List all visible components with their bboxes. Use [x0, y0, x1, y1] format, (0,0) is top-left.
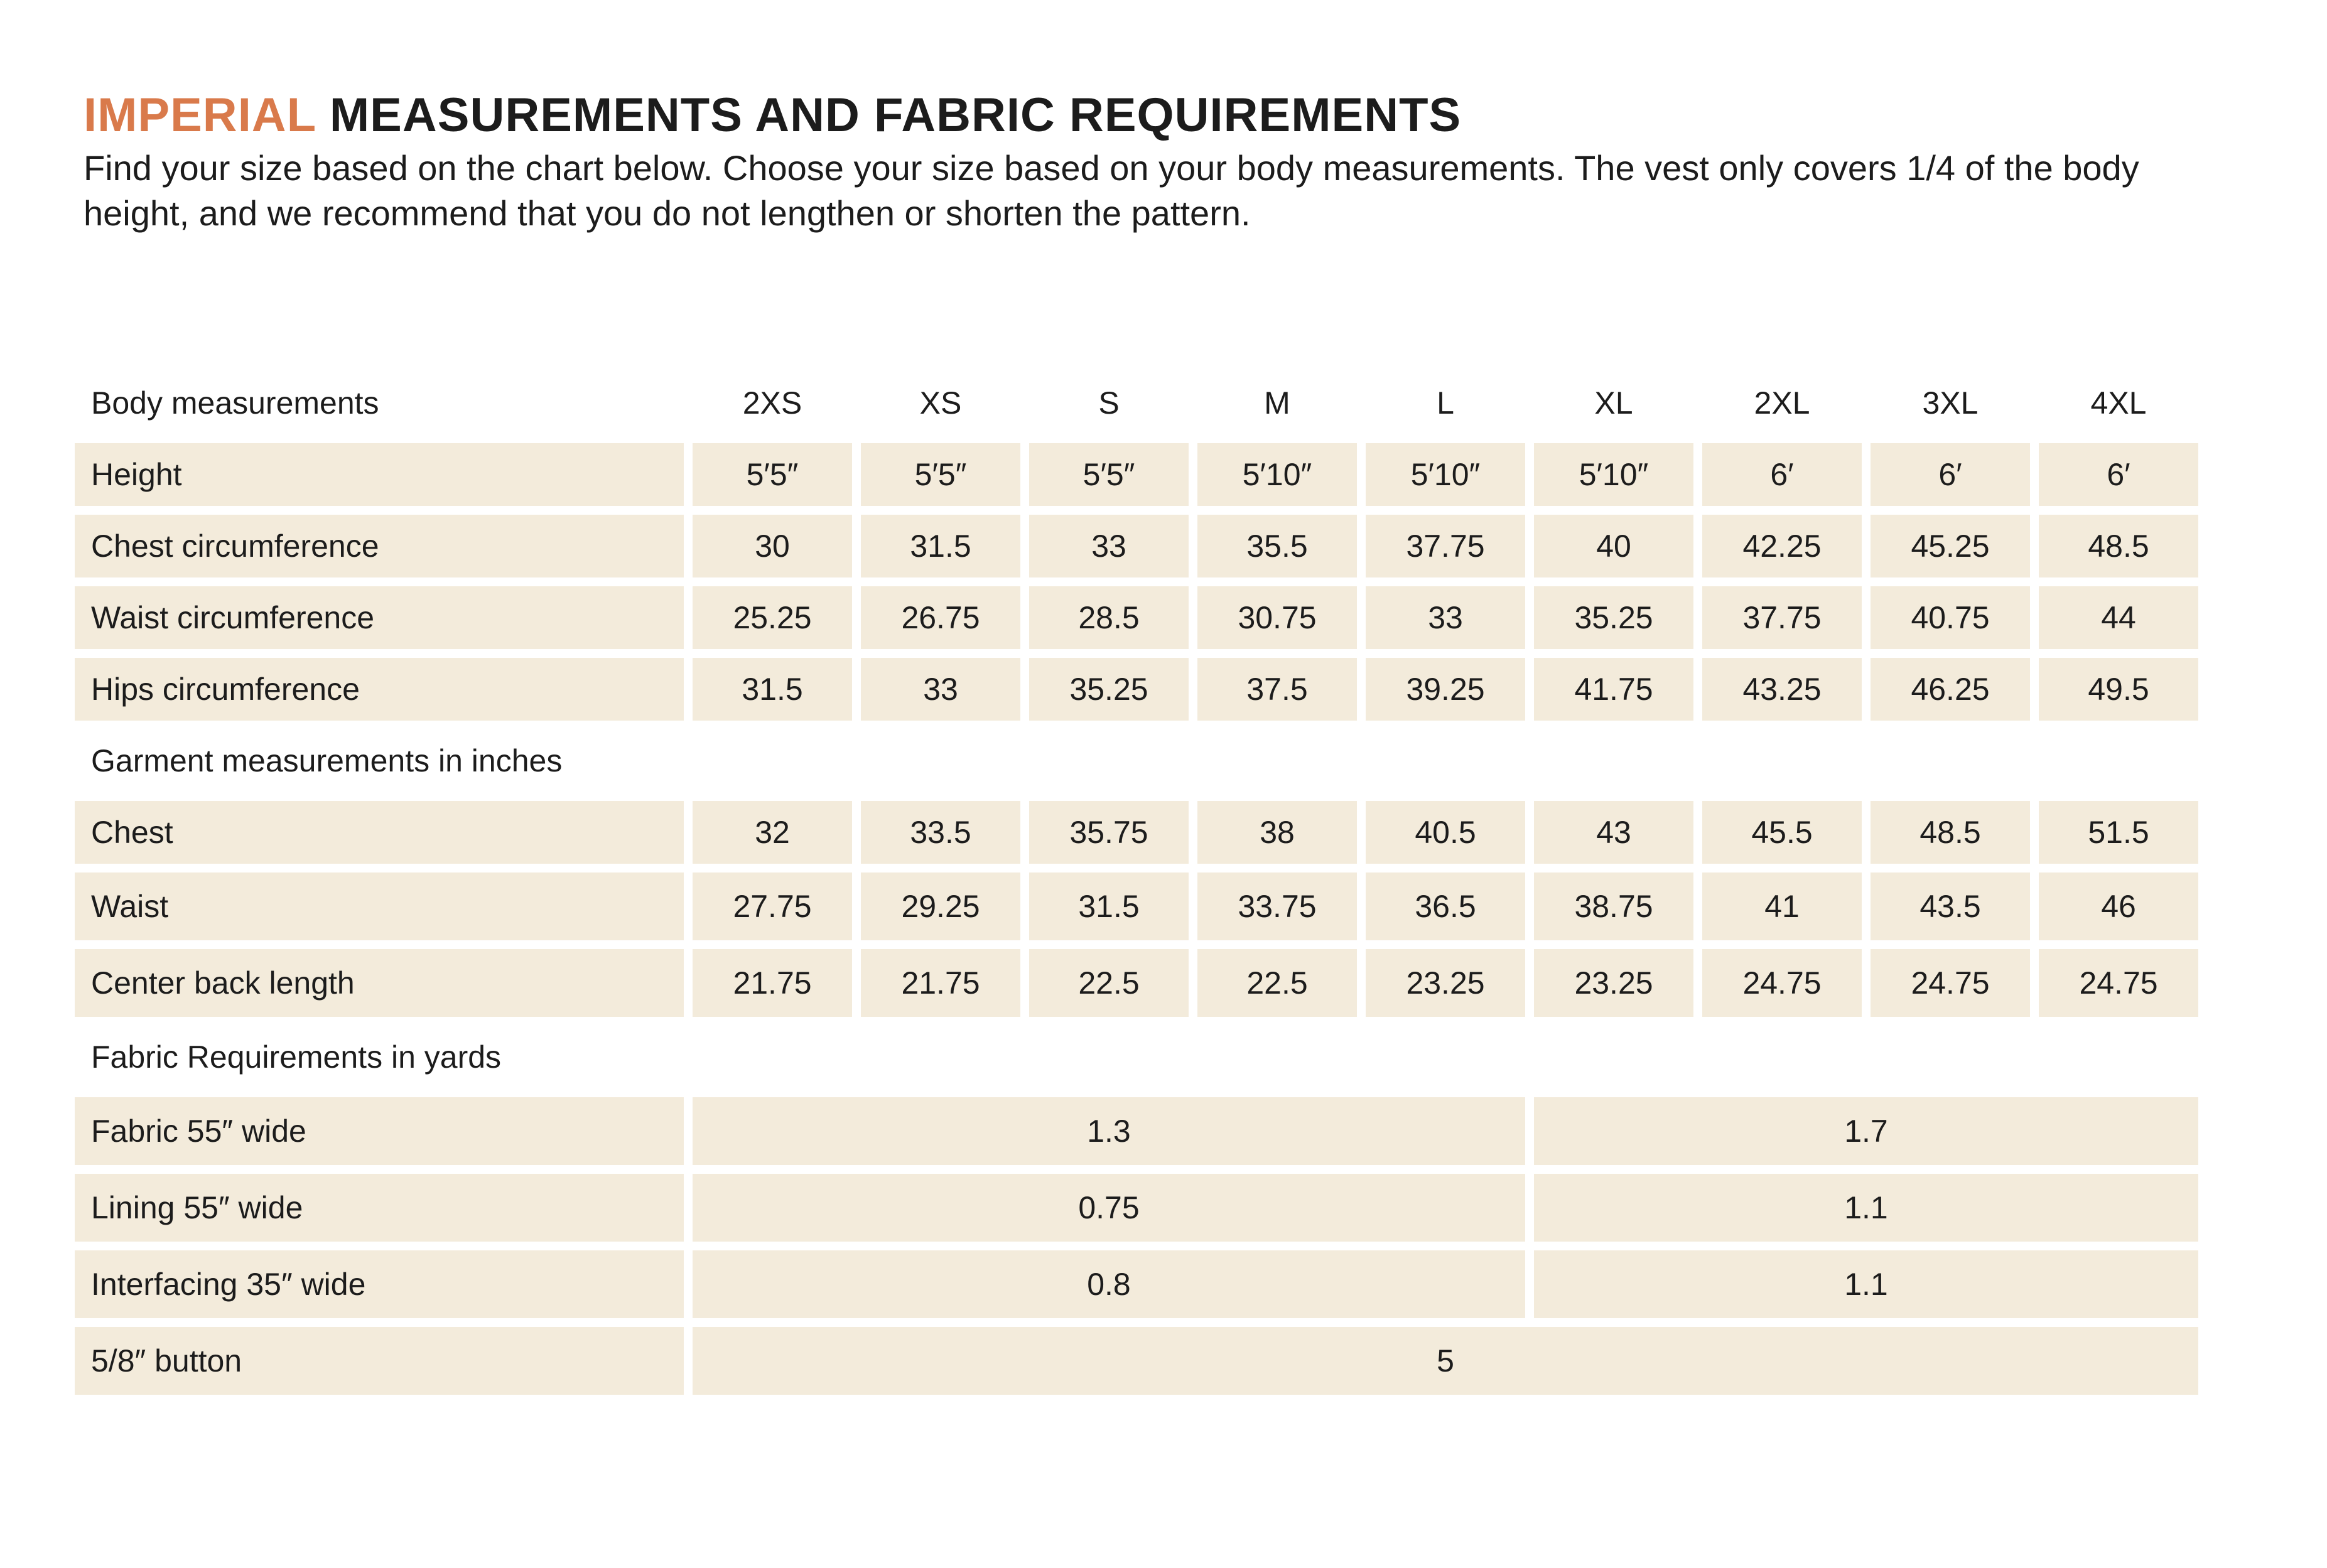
- size-header: 2XS: [742, 385, 802, 421]
- table-cell: 38: [1197, 801, 1357, 864]
- table-cell: 31.5: [1029, 873, 1189, 940]
- table-row-fabric: [75, 1097, 2198, 1165]
- table-cell: 21.75: [861, 949, 1020, 1017]
- size-header: L: [1437, 385, 1454, 421]
- table-cell-all-sizes: 5: [693, 1327, 2198, 1395]
- title-rest: MEASUREMENTS AND FABRIC REQUIREMENTS: [315, 89, 1462, 142]
- table-cell: 27.75: [693, 873, 852, 940]
- table-cell-large-sizes: 1.7: [1534, 1097, 2198, 1165]
- table-cell: 31.5: [861, 515, 1020, 577]
- table-cell: 23.25: [1366, 949, 1525, 1017]
- table-row-waist: [75, 873, 2198, 940]
- table-cell-small-sizes: 0.75: [693, 1174, 1525, 1242]
- table-cell: 35.5: [1197, 515, 1357, 577]
- table-cell: 25.25: [693, 586, 852, 649]
- table-cell-small-sizes: 0.8: [693, 1250, 1525, 1318]
- table-cell: 26.75: [861, 586, 1020, 649]
- table-cell: 5′5″: [693, 443, 852, 506]
- table-row-chest: [75, 801, 2198, 864]
- garment-section-row: [75, 729, 2198, 792]
- row-label: Hips circumference: [75, 658, 684, 721]
- table-cell: 33.5: [861, 801, 1020, 864]
- table-cell: 24.75: [1871, 949, 2030, 1017]
- table-cell: 33.75: [1197, 873, 1357, 940]
- table-cell: 5′10″: [1197, 443, 1357, 506]
- row-label: Height: [75, 443, 684, 506]
- size-header: M: [1264, 385, 1290, 421]
- row-label: Chest circumference: [75, 515, 684, 577]
- table-row-interfacing: [75, 1250, 2198, 1318]
- table-cell: 45.25: [1871, 515, 2030, 577]
- table-cell: 41: [1702, 873, 1862, 940]
- row-label: Waist circumference: [75, 586, 684, 649]
- size-header: XL: [1594, 385, 1633, 421]
- table-cell: 46: [2039, 873, 2198, 940]
- table-cell: 43: [1534, 801, 1693, 864]
- table-cell: 22.5: [1197, 949, 1357, 1017]
- table-cell: 46.25: [1871, 658, 2030, 721]
- table-row-lining: [75, 1174, 2198, 1242]
- table-cell: 33: [1029, 515, 1189, 577]
- table-cell: 5′10″: [1534, 443, 1693, 506]
- table-row-button: [75, 1327, 2198, 1395]
- table-cell: 6′: [1702, 443, 1862, 506]
- table-cell: 43.25: [1702, 658, 1862, 721]
- row-label: Chest: [75, 801, 684, 864]
- table-cell: 5′10″: [1366, 443, 1525, 506]
- row-label: Waist: [75, 873, 684, 940]
- table-cell: 38.75: [1534, 873, 1693, 940]
- table-cell: 44: [2039, 586, 2198, 649]
- table-cell: 48.5: [1871, 801, 2030, 864]
- table-cell-large-sizes: 1.1: [1534, 1174, 2198, 1242]
- size-header: 2XL: [1754, 385, 1810, 421]
- table-cell: 37.75: [1702, 586, 1862, 649]
- table-cell: 5′5″: [1029, 443, 1189, 506]
- size-chart-table: [66, 363, 2207, 1404]
- fabric-section-heading: Fabric Requirements in yards: [91, 1039, 502, 1075]
- size-header: XS: [919, 385, 962, 421]
- table-cell: 43.5: [1871, 873, 2030, 940]
- table-cell: 21.75: [693, 949, 852, 1017]
- body-measurements-header: Body measurements: [91, 385, 379, 421]
- garment-section-heading: Garment measurements in inches: [91, 743, 563, 778]
- table-row-center-back-length: [75, 949, 2198, 1017]
- intro-text: Find your size based on the chart below. Choose your size based on your body measurements. The vest only covers 1/4 of the body height, and we recommend that you do not lengthen or shorten the pattern.: [84, 148, 2139, 233]
- size-header-row: [75, 372, 2198, 434]
- table-row-height: [75, 443, 2198, 506]
- table-cell: 23.25: [1534, 949, 1693, 1017]
- row-label: Interfacing 35″ wide: [75, 1250, 684, 1318]
- table-cell: 33: [861, 658, 1020, 721]
- row-label: Center back length: [75, 949, 684, 1017]
- size-header: 3XL: [1922, 385, 1979, 421]
- table-cell: 49.5: [2039, 658, 2198, 721]
- row-label: Fabric 55″ wide: [75, 1097, 684, 1165]
- table-cell: 32: [693, 801, 852, 864]
- table-cell: 36.5: [1366, 873, 1525, 940]
- table-cell: 35.25: [1029, 658, 1189, 721]
- table-cell: 39.25: [1366, 658, 1525, 721]
- table-cell: 51.5: [2039, 801, 2198, 864]
- table-cell: 40: [1534, 515, 1693, 577]
- table-cell: 37.75: [1366, 515, 1525, 577]
- size-header: S: [1098, 385, 1120, 421]
- table-row-chest-circumference: [75, 515, 2198, 577]
- table-cell-large-sizes: 1.1: [1534, 1250, 2198, 1318]
- table-cell: 30: [693, 515, 852, 577]
- table-cell: 24.75: [1702, 949, 1862, 1017]
- table-row-waist-circumference: [75, 586, 2198, 649]
- table-cell: 42.25: [1702, 515, 1862, 577]
- table-cell: 45.5: [1702, 801, 1862, 864]
- table-cell: 29.25: [861, 873, 1020, 940]
- table-row-hips-circumference: [75, 658, 2198, 721]
- fabric-section-row: [75, 1026, 2198, 1088]
- table-cell: 41.75: [1534, 658, 1693, 721]
- table-cell: 31.5: [693, 658, 852, 721]
- table-cell: 5′5″: [861, 443, 1020, 506]
- table-cell: 30.75: [1197, 586, 1357, 649]
- table-cell: 40.75: [1871, 586, 2030, 649]
- table-cell: 6′: [2039, 443, 2198, 506]
- table-cell: 28.5: [1029, 586, 1189, 649]
- table-cell-small-sizes: 1.3: [693, 1097, 1525, 1165]
- table-cell: 40.5: [1366, 801, 1525, 864]
- table-cell: 33: [1366, 586, 1525, 649]
- table-cell: 35.25: [1534, 586, 1693, 649]
- row-label: Lining 55″ wide: [75, 1174, 684, 1242]
- table-cell: 6′: [1871, 443, 2030, 506]
- size-header: 4XL: [2090, 385, 2147, 421]
- table-cell: 24.75: [2039, 949, 2198, 1017]
- table-cell: 48.5: [2039, 515, 2198, 577]
- table-cell: 22.5: [1029, 949, 1189, 1017]
- table-cell: 37.5: [1197, 658, 1357, 721]
- row-label: 5/8″ button: [75, 1327, 684, 1395]
- title-accent: IMPERIAL: [84, 89, 316, 142]
- table-cell: 35.75: [1029, 801, 1189, 864]
- page-title: [84, 88, 1461, 142]
